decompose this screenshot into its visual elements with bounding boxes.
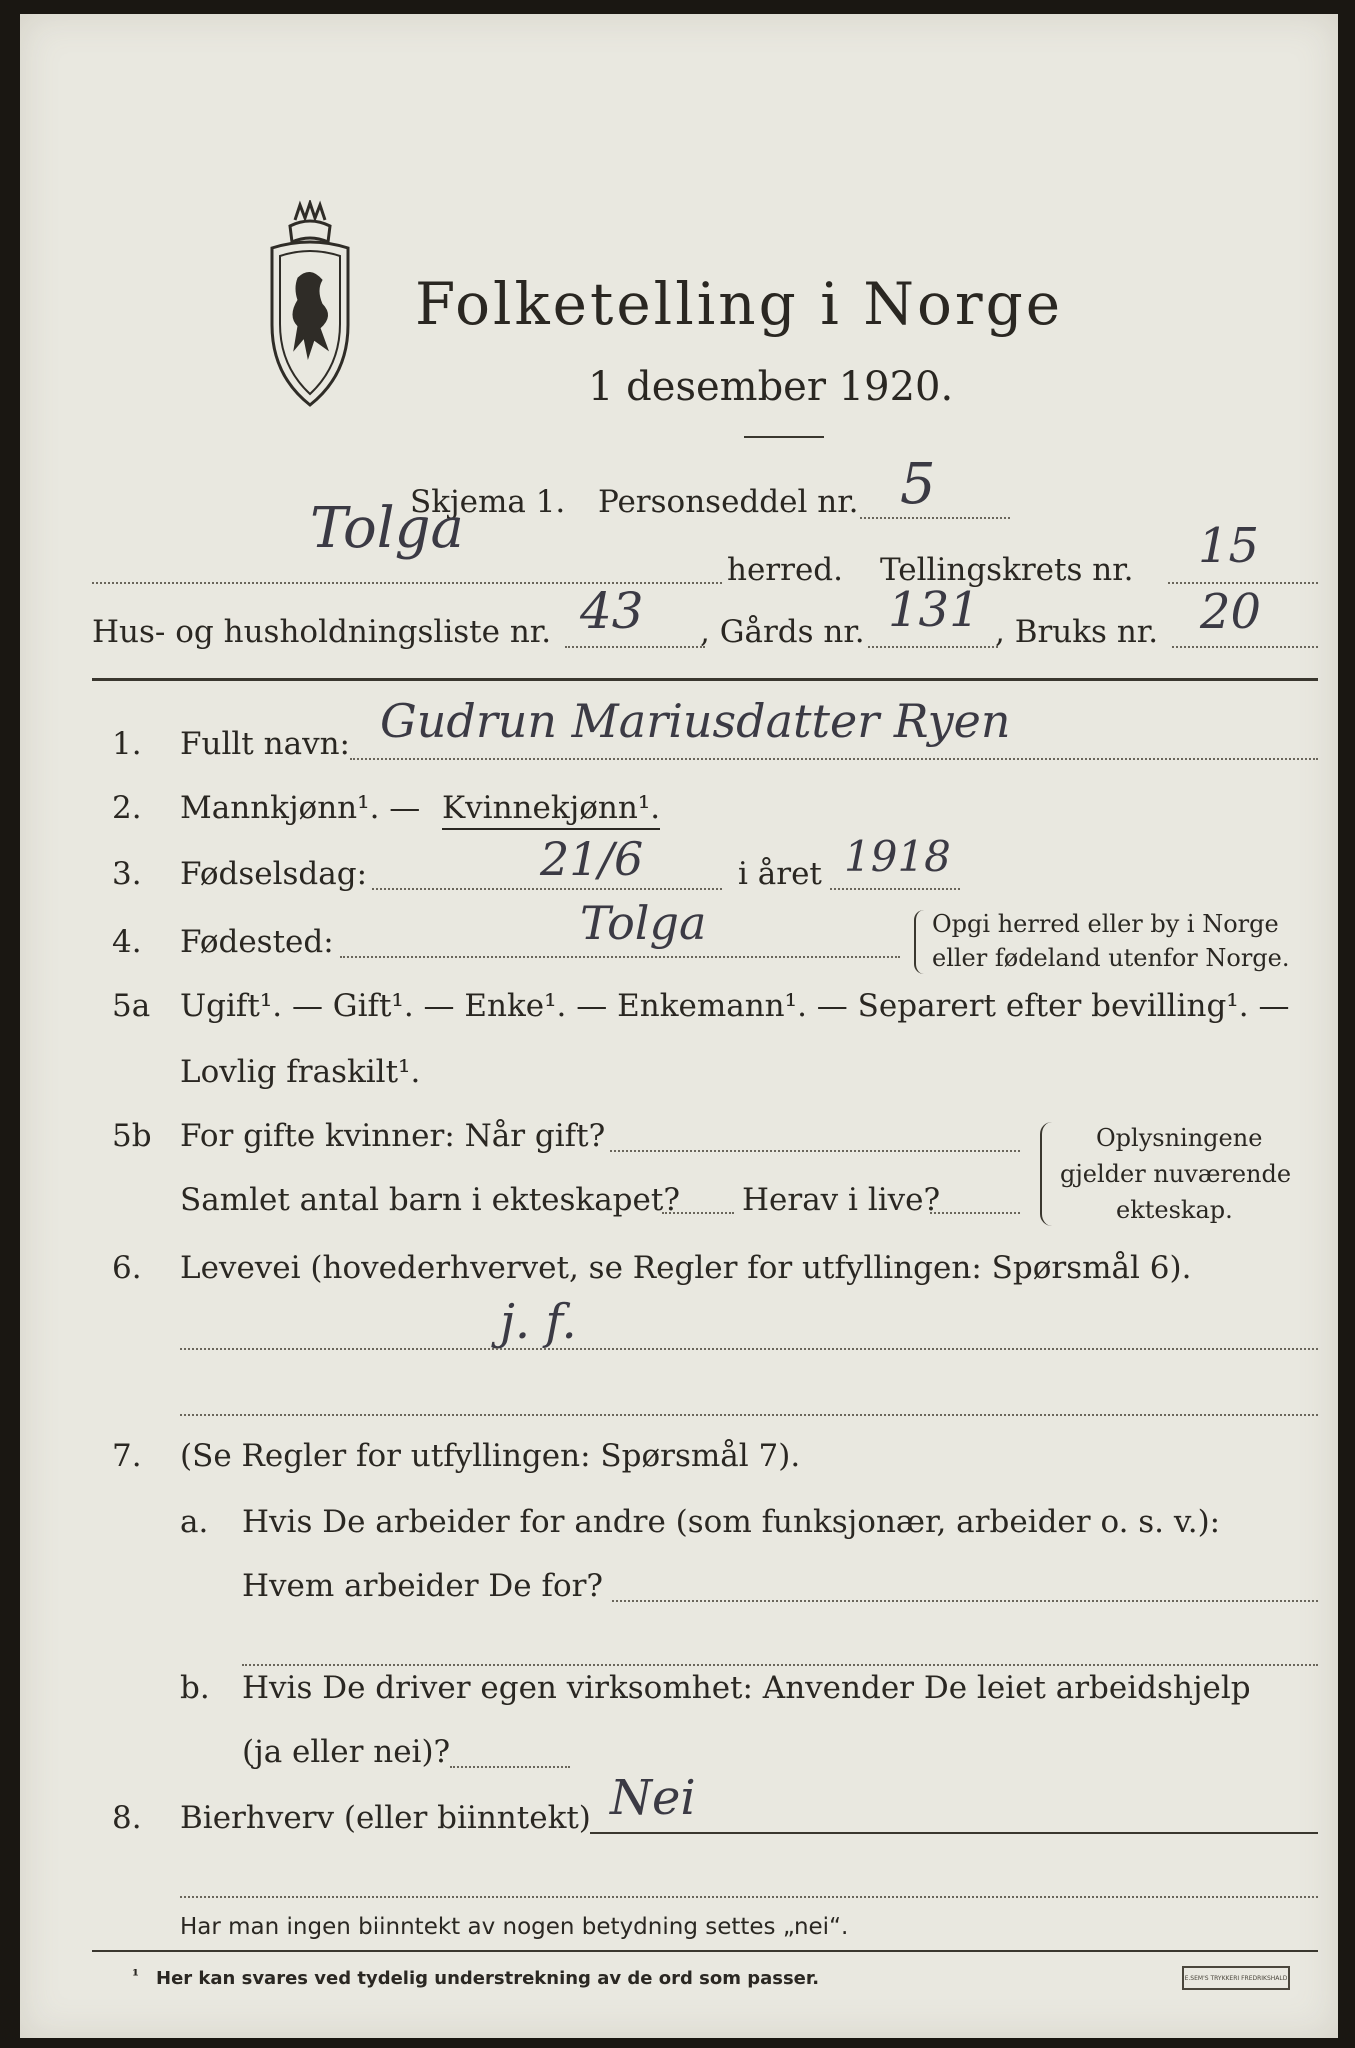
q7b-letter: b. (180, 1670, 210, 1706)
q5b-note-2: gjelder nuværende (1060, 1160, 1292, 1188)
q5a-number: 5a (112, 988, 151, 1024)
q6-line-2 (180, 1414, 1318, 1416)
q8-value: Nei (610, 1770, 696, 1826)
q7a-line2: Hvem arbeider De for? (242, 1568, 604, 1604)
census-form (20, 14, 1338, 2038)
q5b-note-3: ekteskap. (1116, 1196, 1233, 1224)
q3-value: 21/6 (540, 832, 644, 886)
q4-bracket (914, 910, 924, 974)
q5b-bracket (1040, 1122, 1052, 1226)
gards-label: , Gårds nr. (700, 614, 865, 650)
coat-of-arms-icon (250, 200, 370, 420)
hus-value: 43 (580, 582, 644, 640)
q8-number: 8. (112, 1800, 142, 1836)
q6-number: 6. (112, 1250, 142, 1286)
q4-line (340, 956, 900, 958)
q7b-line1: Hvis De driver egen virksomhet: Anvender De leiet arbeidshjelp (242, 1670, 1251, 1706)
q7b-line2: (ja eller nei)? (242, 1734, 451, 1770)
q5b-children-line (662, 1212, 734, 1214)
printer-stamp (1182, 1966, 1290, 1990)
q6-label: Levevei (hovederhvervet, se Regler for utfyllingen: Spørsmål 6). (180, 1250, 1192, 1286)
q5b-line1: For gifte kvinner: Når gift? (180, 1118, 606, 1154)
title-rule (744, 436, 824, 438)
q4-note-2: eller fødeland utenfor Norge. (932, 944, 1290, 972)
q7a-line1: Hvis De arbeider for andre (som funksjonær, arbeider o. s. v.): (242, 1504, 1221, 1540)
q3-year-value: 1918 (844, 832, 951, 881)
footnote-text: Her kan svares ved tydelig understrekning av de ord som passer. (156, 1968, 820, 1989)
personseddel-line (860, 517, 1010, 519)
q3-line (372, 888, 722, 890)
q4-note-1: Opgi herred eller by i Norge (932, 910, 1279, 938)
q5b-note-1: Oplysningene (1096, 1124, 1263, 1152)
q4-label: Fødested: (180, 924, 334, 960)
q7a-letter: a. (180, 1504, 209, 1540)
q5b-line2b: Herav i live? (742, 1182, 941, 1218)
bruks-label: , Bruks nr. (995, 614, 1159, 650)
printer-stamp-text: E.SEM'S TRYKKERI FREDRIKSHALD (1184, 1974, 1288, 1982)
q6-value: j. f. (500, 1294, 577, 1350)
herred-label: herred. (727, 552, 843, 588)
bruks-value: 20 (1200, 584, 1262, 640)
skjema-label: Skjema 1. (410, 484, 566, 520)
q1-label: Fullt navn: (180, 726, 350, 762)
personseddel-value: 5 (900, 452, 936, 517)
q8-extra-line (180, 1896, 1318, 1898)
q3-number: 3. (112, 856, 142, 892)
footer-note: Har man ingen biinntekt av nogen betydning settes „nei“. (180, 1914, 849, 1940)
q3-year-label: i året (738, 856, 822, 892)
q5b-number: 5b (112, 1118, 152, 1154)
bruks-line (1172, 646, 1318, 648)
q7a-extra-line (242, 1664, 1318, 1666)
personseddel-label: Personseddel nr. (598, 484, 859, 520)
form-title: Folketelling i Norge (415, 270, 1064, 338)
herred-value: Tolga (310, 496, 464, 561)
tellingskrets-value: 15 (1198, 518, 1260, 574)
q3-label: Fødselsdag: (180, 856, 368, 892)
q7a-employer-line (612, 1600, 1318, 1602)
q2-male: Mannkjønn¹. — (180, 790, 421, 826)
q5b-married-line (610, 1150, 1020, 1152)
q7b-answer-line (450, 1766, 570, 1768)
q5a-line2: Lovlig fraskilt¹. (180, 1054, 421, 1090)
q1-value: Gudrun Mariusdatter Ryen (380, 694, 1011, 748)
q8-line (590, 1832, 1318, 1834)
tellingskrets-label: Tellingskrets nr. (880, 552, 1134, 588)
q8-label: Bierhverv (eller biinntekt) (180, 1800, 591, 1836)
gards-line (868, 646, 998, 648)
q5a-line1: Ugift¹. — Gift¹. — Enke¹. — Enkemann¹. — Separert efter bevilling¹. — (180, 988, 1290, 1024)
q4-number: 4. (112, 924, 142, 960)
hus-label: Hus- og husholdningsliste nr. (92, 614, 552, 650)
footnote-mark: ¹ (132, 1966, 140, 1985)
q5b-line2a: Samlet antal barn i ekteskapet? (180, 1182, 680, 1218)
census-date: 1 desember 1920. (588, 364, 954, 410)
q4-value: Tolga (580, 896, 707, 950)
gards-value: 131 (888, 582, 980, 638)
header-divider (92, 678, 1318, 681)
q3-year-line (830, 888, 960, 890)
q6-line-1 (180, 1348, 1318, 1350)
hus-line (565, 646, 705, 648)
q2-female: Kvinnekjønn¹. (442, 790, 660, 830)
q1-number: 1. (112, 726, 142, 762)
footer-divider (92, 1950, 1318, 1952)
q7-number: 7. (112, 1438, 142, 1474)
q7-label: (Se Regler for utfyllingen: Spørsmål 7). (180, 1438, 801, 1474)
q5b-alive-line (930, 1212, 1020, 1214)
q2-number: 2. (112, 790, 142, 826)
q1-line (350, 758, 1318, 760)
